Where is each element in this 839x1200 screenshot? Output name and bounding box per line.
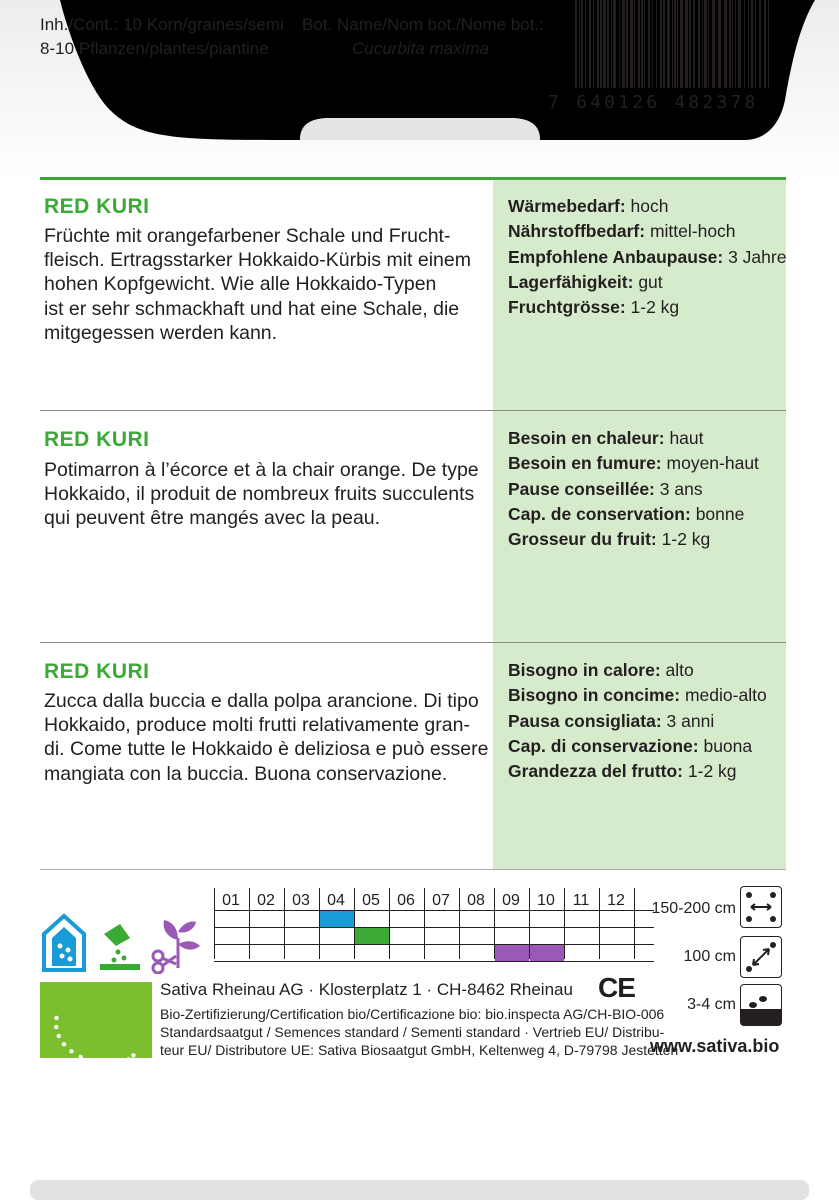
description-de: [44, 224, 484, 345]
barcode-bar: [689, 0, 691, 88]
calendar-column-line: [249, 888, 250, 959]
outdoor-sowing-icon: [96, 918, 144, 974]
description-fr: [44, 458, 484, 531]
property-row: [508, 477, 759, 502]
property-value: gut: [633, 271, 663, 292]
plant-spacing-icon: [740, 936, 782, 978]
section-title-fr: RED KURI: [44, 428, 150, 451]
eu-star: [57, 1034, 61, 1038]
barcode-bar: [634, 0, 635, 88]
property-label: Empfohlene Anbaupause:: [508, 246, 724, 267]
sowing-depth-value: 3-4 cm: [687, 996, 736, 1013]
calendar-column-line: [424, 888, 425, 959]
calendar-active-cell: [320, 911, 354, 927]
property-value: 1-2 kg: [625, 297, 680, 318]
calendar-month-label: 01: [222, 892, 240, 909]
barcode-bar: [768, 0, 769, 88]
section-divider: [40, 410, 786, 411]
calendar-month-label: 07: [432, 892, 450, 909]
property-label: Pause conseillée:: [508, 478, 655, 499]
barcode-bar: [764, 0, 766, 88]
description-line: Hokkaido, produce molti frutti relativamente gran-: [44, 714, 470, 737]
property-row: [508, 270, 786, 295]
property-label: Cap. de conservation:: [508, 503, 691, 524]
property-row: [508, 502, 759, 527]
calendar-column-line: [564, 888, 565, 959]
calendar-column-line: [389, 888, 390, 959]
property-value: 3 anni: [661, 710, 715, 731]
barcode-bar: [680, 0, 683, 88]
barcode-bar: [589, 0, 591, 88]
property-row: [508, 527, 759, 552]
property-value: 1-2 kg: [683, 761, 737, 782]
calendar-row-line: [214, 910, 654, 911]
property-value: moyen-haut: [661, 453, 759, 474]
barcode-bar: [641, 0, 643, 88]
standard-seed-line-2: teur EU/ Distributore UE: Sativa Biosaatgut GmbH, Keltenweg 4, D-79798 Jestetten: [160, 1042, 679, 1058]
calendar-month-label: 02: [257, 892, 275, 909]
barcode-bar: [652, 0, 653, 88]
property-row: [508, 658, 767, 683]
property-value: mittel-hoch: [645, 221, 736, 242]
property-row: [508, 245, 786, 270]
calendar-column-line: [459, 888, 460, 959]
barcode-bar: [729, 0, 731, 88]
property-label: Grosseur du fruit:: [508, 529, 657, 550]
barcode-bar: [748, 0, 749, 88]
barcode-bar: [751, 0, 753, 88]
barcode-bar: [704, 0, 707, 88]
property-value: 3 ans: [654, 478, 703, 499]
calendar-row-line: [214, 944, 654, 945]
property-row: [508, 426, 759, 451]
property-value: bonne: [690, 503, 745, 524]
property-row: [508, 734, 767, 759]
description-line: Potimarron à l’écorce et à la chair orange. De type: [44, 459, 479, 481]
barcode-bar: [585, 0, 586, 88]
calendar-month-label: 04: [327, 892, 345, 909]
property-label: Besoin en chaleur:: [508, 428, 665, 448]
property-row: [508, 295, 786, 320]
barcode-bar: [579, 0, 580, 88]
description-line: mitgegessen werden kann.: [44, 321, 278, 344]
description-line: qui peuvent être mangés avec la peau.: [44, 507, 381, 530]
barcode-bar: [603, 0, 606, 88]
plant-spacing-value: 100 cm: [683, 948, 736, 965]
sowing-depth-icon: [740, 984, 782, 1026]
barcode-bar: [735, 0, 736, 88]
barcode-bar: [712, 0, 715, 88]
description-line: ist er sehr schmackhaft und hat eine Schale, die: [44, 297, 460, 320]
eu-star: [131, 1053, 135, 1057]
barcode-bar: [597, 0, 599, 88]
barcode-bar: [660, 0, 662, 88]
property-value: buona: [698, 735, 753, 756]
barcode-bar: [672, 0, 673, 88]
calendar-column-line: [634, 888, 635, 959]
property-row: [508, 709, 767, 734]
description-line: mangiata con la buccia. Buona conservazione.: [44, 762, 448, 785]
section-divider: [40, 642, 786, 643]
eu-star: [69, 1049, 73, 1053]
properties-it: [508, 658, 767, 784]
certification-line: Bio-Zertifizierung/Certification bio/Certificazione bio: bio.inspecta AG/CH-BIO-006: [160, 1006, 665, 1022]
barcode-bar: [619, 0, 620, 88]
calendar-month-label: 06: [397, 892, 415, 909]
description-line: hohen Kopfgewicht. Wie alle Hokkaido-Typen: [44, 273, 437, 296]
barcode-bar: [600, 0, 602, 88]
barcode-bar: [613, 0, 616, 88]
barcode-bar: [575, 0, 577, 88]
calendar-column-line: [284, 888, 285, 959]
calendar-active-cell: [530, 945, 564, 961]
website-link[interactable]: www.sativa.bio: [650, 1036, 780, 1056]
barcode-bar: [698, 0, 700, 88]
property-label: Fruchtgrösse:: [508, 297, 626, 318]
eu-star: [62, 1042, 66, 1046]
property-row: [508, 683, 767, 708]
botanical-name-value: Cucurbita maxima: [352, 39, 489, 58]
calendar-month-label: 12: [607, 892, 625, 909]
barcode-bar: [638, 0, 640, 88]
property-label: Wärmebedarf:: [508, 196, 626, 216]
description-line: fleisch. Ertragsstarker Hokkaido-Kürbis mit einem: [44, 249, 471, 272]
property-row: [508, 759, 767, 784]
calendar-row-line: [214, 961, 654, 962]
barcode-bar: [744, 0, 745, 88]
barcode-bar: [708, 0, 709, 88]
botanical-name-label: Bot. Name/Nom bot./Nome bot.:: [302, 15, 544, 34]
calendar-active-cell: [495, 945, 529, 961]
description-line: di. Come tutte le Hokkaido è deliziosa e può essere: [44, 738, 489, 761]
property-row: [508, 194, 786, 219]
property-value: 3 Jahre: [723, 246, 787, 267]
row-spacing-icon: [740, 886, 782, 928]
barcode-bar: [656, 0, 657, 88]
calendar-month-label: 11: [572, 892, 590, 909]
barcode-bar: [607, 0, 609, 88]
barcode-bar: [663, 0, 665, 88]
barcode-bar: [702, 0, 703, 88]
property-row: [508, 219, 786, 244]
contents-line-2: 8-10 Pflanzen/plantes/piantine: [40, 39, 269, 58]
barcode-bar: [581, 0, 583, 88]
calendar-column-line: [354, 888, 355, 959]
properties-fr: [508, 426, 759, 552]
calendar-month-label: 10: [537, 892, 555, 909]
property-label: Grandezza del frutto:: [508, 761, 684, 782]
company-address: Sativa Rheinau AG · Klosterplatz 1 · CH-8462 Rheinau: [160, 980, 573, 999]
property-label: Nährstoffbedarf:: [508, 221, 646, 242]
calendar-month-label: 09: [502, 892, 520, 909]
barcode-bar: [667, 0, 670, 88]
barcode-bar: [718, 0, 721, 88]
barcode-bar: [738, 0, 741, 88]
description-line: Früchte mit orangefarbener Schale und Frucht-: [44, 225, 451, 247]
barcode-bar: [593, 0, 594, 88]
property-value: haut: [664, 428, 704, 448]
property-label: Bisogno in calore:: [508, 660, 661, 680]
barcode-bar: [732, 0, 733, 88]
property-label: Lagerfähigkeit:: [508, 271, 634, 292]
eu-star: [54, 1016, 58, 1020]
contents-line-1: Inh./Cont.: 10 Korn/graines/semi: [40, 15, 284, 34]
section-bottom-rule: [40, 869, 786, 870]
harvest-icon: [148, 912, 204, 974]
barcode-bar: [755, 0, 756, 88]
barcode-bar: [622, 0, 625, 88]
barcode-number: 7 640126 482378: [548, 92, 759, 113]
standard-seed-line-1: Standardsaatgut / Semences standard / Sementi standard · Vertrieb EU/ Distribu-: [160, 1024, 665, 1040]
property-label: Bisogno in concime:: [508, 685, 681, 706]
property-value: hoch: [625, 196, 669, 216]
barcode-bar: [674, 0, 676, 88]
barcode-bar: [648, 0, 650, 88]
description-line: Zucca dalla buccia e dalla polpa arancione. Di tipo: [44, 690, 479, 712]
barcode-bar: [759, 0, 761, 88]
description-it: [44, 689, 489, 786]
barcode-bar: [724, 0, 727, 88]
calendar-month-label: 05: [362, 892, 380, 909]
calendar-month-label: 08: [467, 892, 485, 909]
calendar-column-line: [214, 888, 215, 959]
calendar-month-label: 03: [292, 892, 310, 909]
barcode-bar: [644, 0, 645, 88]
barcode-bar: [611, 0, 612, 88]
property-value: alto: [660, 660, 694, 680]
section-title-it: RED KURI: [44, 660, 150, 683]
property-label: Pausa consigliata:: [508, 710, 662, 731]
greenhouse-sowing-icon: [40, 912, 88, 974]
barcode: [575, 0, 775, 90]
row-spacing-value: 150-200 cm: [651, 900, 736, 917]
property-value: 1-2 kg: [656, 529, 711, 550]
barcode-bar: [685, 0, 688, 88]
section-title-de: RED KURI: [44, 195, 150, 218]
description-line: Hokkaido, il produit de nombreux fruits succulents: [44, 483, 475, 506]
eu-organic-logo: [40, 982, 152, 1058]
barcode-bar: [630, 0, 633, 88]
barcode-bar: [626, 0, 628, 88]
calendar-column-line: [599, 888, 600, 959]
barcode-bar: [677, 0, 678, 88]
barcode-bar: [693, 0, 695, 88]
properties-de: [508, 194, 786, 320]
property-label: Besoin en fumure:: [508, 453, 662, 474]
eu-star: [54, 1025, 58, 1029]
calendar-active-cell: [355, 928, 389, 944]
calendar-row-line: [214, 927, 654, 928]
property-row: [508, 451, 759, 476]
property-value: medio-alto: [680, 685, 767, 706]
ce-mark: CE: [598, 972, 635, 1003]
property-label: Cap. di conservazione:: [508, 735, 699, 756]
